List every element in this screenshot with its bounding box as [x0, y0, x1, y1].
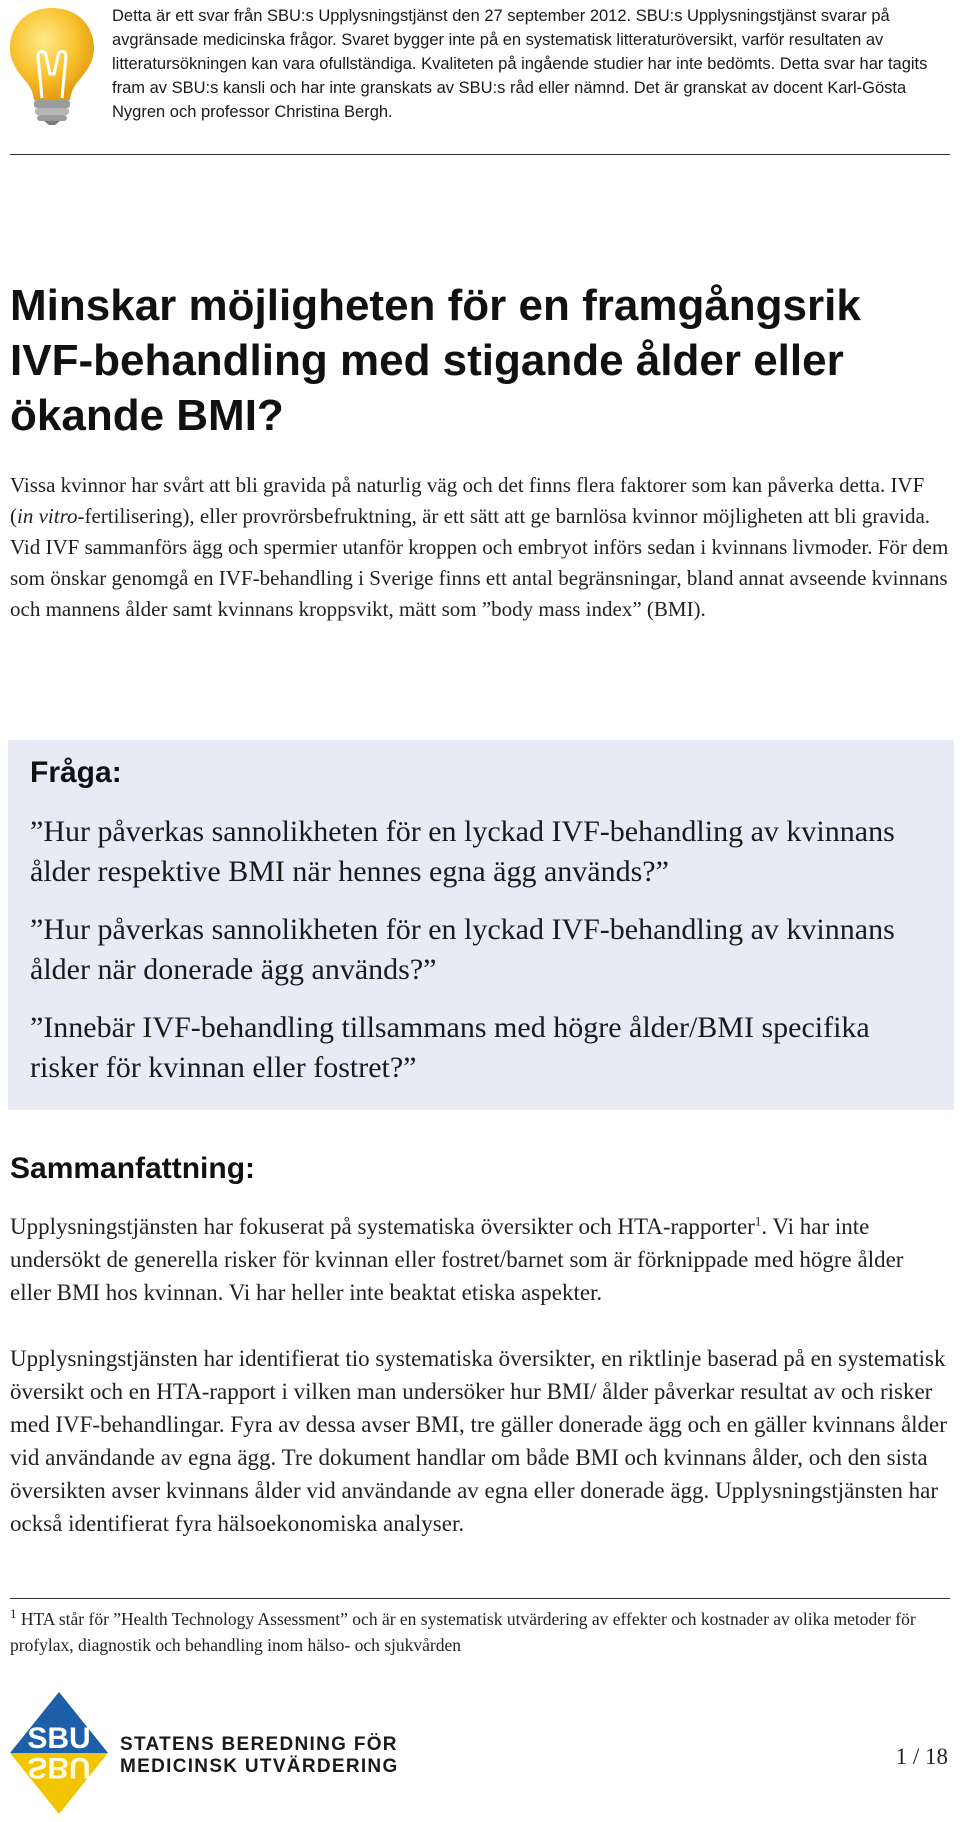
- footnote: [10, 1606, 950, 1658]
- header-divider: [10, 154, 950, 155]
- summary-paragraph-1: [10, 1210, 950, 1309]
- intro-text-start: Vissa kvinnor har svårt att bli gravida på naturlig väg och det finns flera faktorer som kan påverka detta. IVF (: [10, 473, 925, 528]
- summary-p1-start: Upplysningstjänsten har fokuserat på systematiska översikter och HTA-rapporter: [10, 1214, 755, 1239]
- question-item: ”Hur påverkas sannolikheten för en lyckad IVF-behandling av kvinnans ålder respektive BMI när hennes egna ägg används?”: [30, 815, 895, 888]
- summary-paragraph-2: Upplysningstjänsten har identifierat tio systematiska översikter, en riktlinje baserad på en systematisk översikt och en HTA-rapport i vilken man undersöker hur BMI/ ålder påverkar resultat av och risker med IVF-behandlingar. Fyra av dessa avser BMI, tre gäller donerade ägg och en gäller kvinnans ålder vid användande av egna ägg. Tre dokument handlar om både BMI och kvinnans ålder, och den sista översikten avser kvinnans ålder vid användande av egna eller donerade ägg. Upplysningstjänsten har också identifierat fyra hälsoekonomiska analyser.: [10, 1346, 947, 1536]
- lightbulb-icon: [6, 4, 98, 126]
- intro-text-end: -fertilisering), eller provrörsbefruktning, är ett sätt att ge barnlösa kvinnor möjligheten att bli gravida. Vid IVF sammanförs ägg och spermier utanför kroppen och embryot införs sedan i kvinnans livmoder. För dem som önskar genomgå en IVF-behandling i Sverige finns ett antal begränsningar, bland annat avseende kvinnans och mannens ålder samt kvinnans kroppsvikt, mätt som ”body mass index” (BMI).: [10, 504, 949, 621]
- footnote-reference[interactable]: 1: [754, 1213, 762, 1229]
- summary-heading: Sammanfattning:: [10, 1152, 256, 1185]
- org-line-1: STATENS BEREDNING FÖR: [120, 1734, 398, 1755]
- question-list: [30, 812, 930, 1106]
- summary-p1-end: . Vi har inte undersökt de generella risker för kvinnan eller fostret/barnet som är förknippade med högre ålder eller BMI hos kvinnan. Vi har heller inte beaktat etiska aspekter.: [10, 1214, 904, 1305]
- page-title: Minskar möjligheten för en framgångsrik IVF-behandling med stigande ålder eller ökande BMI?: [10, 281, 861, 440]
- intro-italic-term: in vitro: [17, 504, 78, 528]
- org-line-2: MEDICINSK UTVÄRDERING: [120, 1756, 399, 1777]
- intro-paragraph: [10, 470, 950, 625]
- organization-name: [120, 1734, 399, 1778]
- question-item: ”Hur påverkas sannolikheten för en lyckad IVF-behandling av kvinnans ålder när donerade ägg används?”: [30, 913, 895, 986]
- footnote-text: HTA står för ”Health Technology Assessment” och är en systematisk utvärdering av effekter och kostnader av olika metoder för profylax, diagnostik och behandling inom hälso- och sjukvården: [10, 1609, 916, 1655]
- header: [0, 0, 960, 156]
- page-number: 1 / 18: [895, 1744, 948, 1769]
- question-box: [8, 740, 954, 1110]
- logo-text: SBU: [27, 1722, 91, 1755]
- sbu-logo-icon: [8, 1690, 110, 1816]
- disclaimer-text: Detta är ett svar från SBU:s Upplysningstjänst den 27 september 2012. SBU:s Upplysningstjänst svarar på avgränsade medicinska frågor. Svaret bygger inte på en systematisk litteraturöversikt, varför resultaten av litteratursökningen kan vara ofullständiga. Kvaliteten på ingående studier har inte bedömts. Detta svar har tagits fram av SBU:s kansli och har inte granskats av SBU:s råd eller nämnd. Det är granskat av docent Karl-Gösta Nygren och professor Christina Bergh.: [112, 7, 928, 121]
- footnote-marker: 1: [10, 1606, 17, 1622]
- footnote-divider: [10, 1598, 950, 1599]
- svg-text:SBU: SBU: [27, 1751, 91, 1784]
- question-label: Fråga:: [30, 756, 122, 789]
- question-item: ”Innebär IVF-behandling tillsammans med högre ålder/BMI specifika risker för kvinnan eller fostret?”: [30, 1011, 870, 1084]
